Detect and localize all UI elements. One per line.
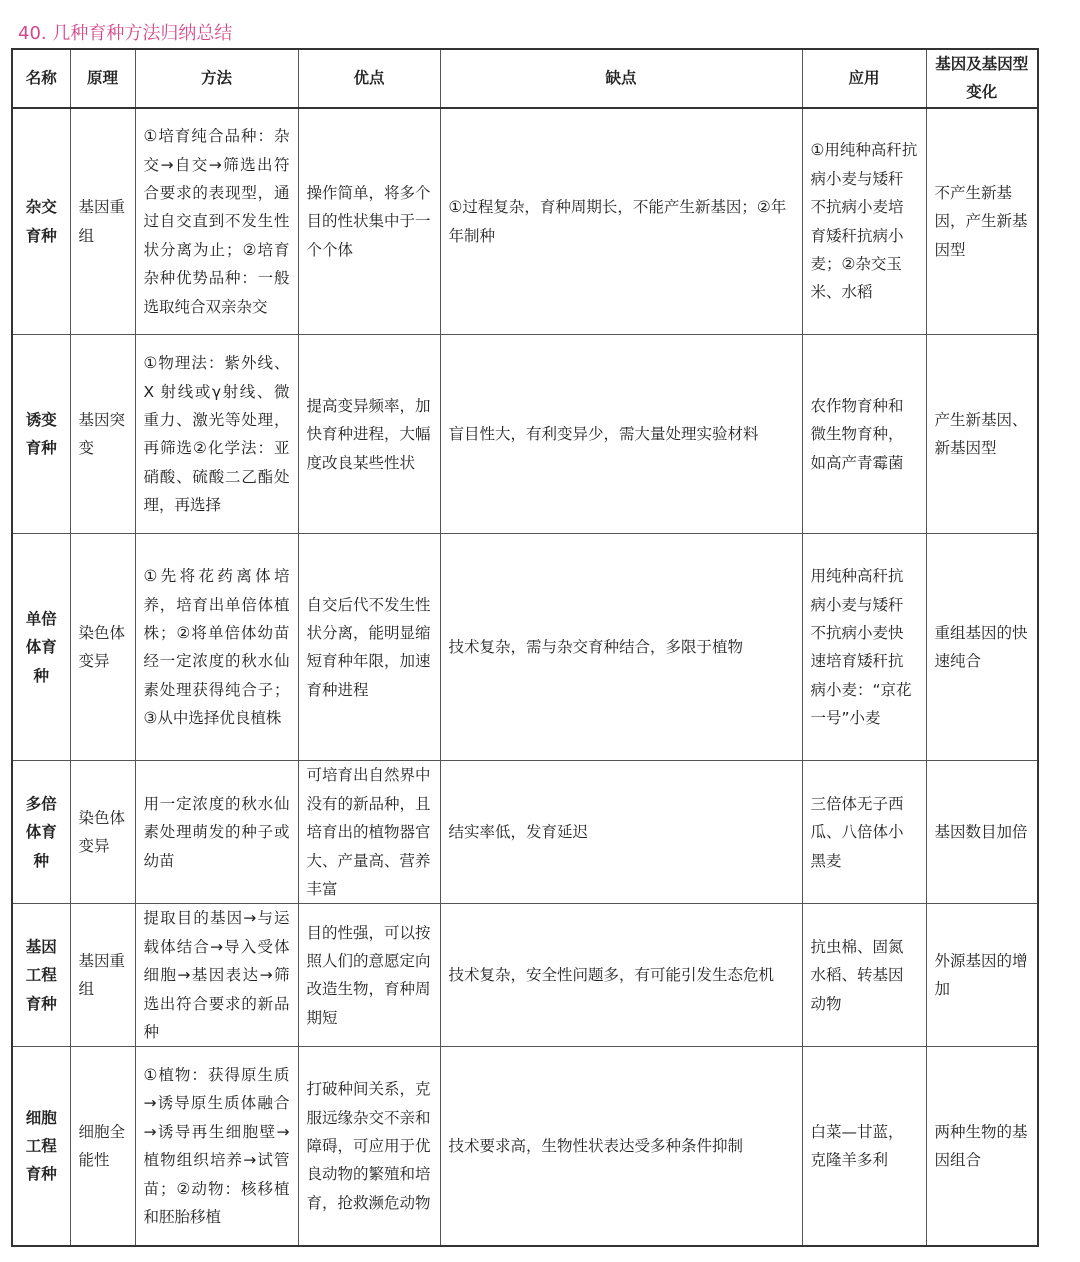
header-application: 应用 <box>802 49 926 108</box>
breeding-methods-table <box>11 48 1039 1247</box>
cell-advantage: 提高变异频率，加快育种进程，大幅度改良某些性状 <box>298 335 440 534</box>
cell-advantage: 打破种间关系，克服远缘杂交不亲和障碍，可应用于优良动物的繁殖和培育，抢救濒危动物 <box>298 1047 440 1246</box>
cell-application: 抗虫棉、固氮水稻、转基因动物 <box>802 904 926 1047</box>
cell-gene-change: 重组基因的快速纯合 <box>926 534 1038 761</box>
page-title: 40. 几种育种方法归纳总结 <box>18 23 233 44</box>
table-header-row <box>12 49 1038 108</box>
cell-method: ①物理法：紫外线、X 射线或γ射线、微重力、激光等处理，再筛选②化学法：亚硝酸、硫酸二乙酯处理，再选择 <box>135 335 298 534</box>
cell-gene-change: 基因数目加倍 <box>926 761 1038 904</box>
header-gene-change: 基因及基因型变化 <box>926 49 1038 108</box>
cell-principle: 细胞全能性 <box>70 1047 135 1246</box>
cell-principle: 染色体变异 <box>70 761 135 904</box>
cell-advantage: 可培育出自然界中没有的新品种，且培育出的植物器官大、产量高、营养丰富 <box>298 761 440 904</box>
cell-disadvantage: 技术要求高，生物性状表达受多种条件抑制 <box>440 1047 802 1246</box>
cell-application: 白菜—甘蓝，克隆羊多利 <box>802 1047 926 1246</box>
table-row <box>12 108 1038 335</box>
header-disadvantage: 缺点 <box>440 49 802 108</box>
cell-application: 农作物育种和微生物育种，如高产青霉菌 <box>802 335 926 534</box>
cell-advantage: 目的性强，可以按照人们的意愿定向改造生物，育种周期短 <box>298 904 440 1047</box>
cell-gene-change: 两种生物的基因组合 <box>926 1047 1038 1246</box>
cell-principle: 基因重组 <box>70 108 135 335</box>
cell-name: 杂交育种 <box>12 108 70 335</box>
cell-name: 单倍体育种 <box>12 534 70 761</box>
table-row <box>12 335 1038 534</box>
header-advantage: 优点 <box>298 49 440 108</box>
cell-disadvantage: 结实率低，发育延迟 <box>440 761 802 904</box>
header-name: 名称 <box>12 49 70 108</box>
table-row <box>12 761 1038 904</box>
cell-disadvantage: ①过程复杂，育种周期长，不能产生新基因；②年年制种 <box>440 108 802 335</box>
cell-method: ①先将花药离体培养，培育出单倍体植株；②将单倍体幼苗经一定浓度的秋水仙素处理获得纯合子；③从中选择优良植株 <box>135 534 298 761</box>
cell-advantage: 操作简单，将多个目的性状集中于一个个体 <box>298 108 440 335</box>
cell-method: ①培育纯合品种：杂交→自交→筛选出符合要求的表现型，通过自交直到不发生性状分离为止；②培育杂种优势品种：一般选取纯合双亲杂交 <box>135 108 298 335</box>
cell-method: ①植物：获得原生质→诱导原生质体融合→诱导再生细胞壁→植物组织培养→试管苗；②动物：核移植和胚胎移植 <box>135 1047 298 1246</box>
cell-name: 细胞工程育种 <box>12 1047 70 1246</box>
cell-application: ①用纯种高秆抗病小麦与矮秆不抗病小麦培育矮秆抗病小麦；②杂交玉米、水稻 <box>802 108 926 335</box>
cell-method: 用一定浓度的秋水仙素处理萌发的种子或幼苗 <box>135 761 298 904</box>
cell-name: 诱变育种 <box>12 335 70 534</box>
cell-method: 提取目的基因→与运载体结合→导入受体细胞→基因表达→筛选出符合要求的新品种 <box>135 904 298 1047</box>
cell-disadvantage: 技术复杂，需与杂交育种结合，多限于植物 <box>440 534 802 761</box>
cell-principle: 基因重组 <box>70 904 135 1047</box>
cell-name: 多倍体育种 <box>12 761 70 904</box>
cell-name: 基因工程育种 <box>12 904 70 1047</box>
cell-principle: 染色体变异 <box>70 534 135 761</box>
cell-application: 三倍体无子西瓜、八倍体小黑麦 <box>802 761 926 904</box>
table-row <box>12 1047 1038 1246</box>
cell-disadvantage: 盲目性大，有利变异少，需大量处理实验材料 <box>440 335 802 534</box>
cell-principle: 基因突变 <box>70 335 135 534</box>
table-row <box>12 904 1038 1047</box>
header-method: 方法 <box>135 49 298 108</box>
cell-gene-change: 产生新基因、新基因型 <box>926 335 1038 534</box>
cell-gene-change: 不产生新基因，产生新基因型 <box>926 108 1038 335</box>
table-row <box>12 534 1038 761</box>
cell-disadvantage: 技术复杂，安全性问题多，有可能引发生态危机 <box>440 904 802 1047</box>
cell-application: 用纯种高秆抗病小麦与矮秆不抗病小麦快速培育矮秆抗病小麦：“京花一号”小麦 <box>802 534 926 761</box>
header-principle: 原理 <box>70 49 135 108</box>
cell-gene-change: 外源基因的增加 <box>926 904 1038 1047</box>
cell-advantage: 自交后代不发生性状分离，能明显缩短育种年限，加速育种进程 <box>298 534 440 761</box>
